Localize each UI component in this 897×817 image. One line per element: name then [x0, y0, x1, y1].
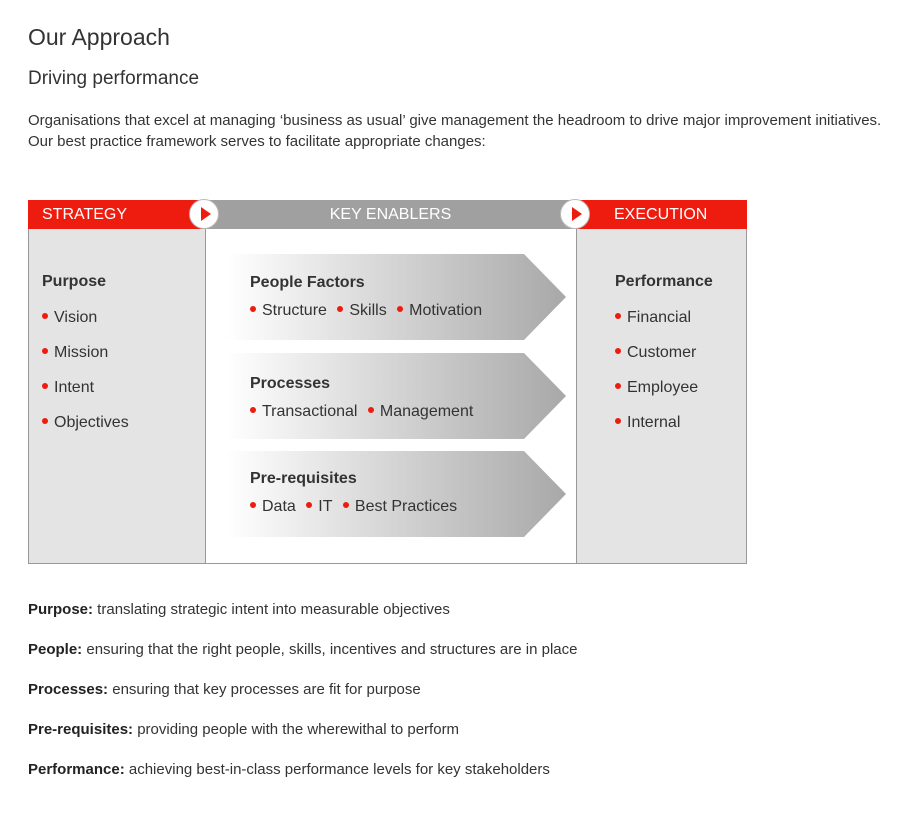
page-subtitle: Driving performance	[28, 68, 200, 89]
enabler-item-2	[343, 498, 457, 515]
enabler-item-0	[250, 403, 357, 420]
bullet-icon	[337, 306, 343, 312]
enabler-item-1	[368, 403, 473, 420]
list-item-label: Internal	[627, 414, 681, 431]
list-item-label: Intent	[54, 379, 95, 396]
bullet-icon	[250, 502, 256, 508]
framework-diagram	[28, 200, 747, 564]
bullet-icon	[42, 313, 48, 319]
definition-text: providing people with the wherewithal to perform	[133, 721, 460, 738]
definition-text: ensuring that the right people, skills, incentives and structures are in place	[82, 641, 578, 658]
enabler-item-label: Management	[379, 403, 474, 420]
execution-list	[615, 309, 698, 449]
list-item-label: Mission	[54, 344, 109, 361]
definition-item	[28, 760, 888, 800]
definition-term: Pre-requisites:	[28, 721, 134, 738]
bullet-icon	[615, 383, 621, 389]
page-title: Our Approach	[28, 24, 170, 50]
enabler-items	[250, 498, 463, 516]
bullet-icon	[343, 502, 349, 508]
list-item	[42, 344, 129, 379]
play-arrow-icon	[189, 199, 219, 229]
enabler-items	[250, 403, 479, 421]
enabler-chevron-prerequisites	[226, 451, 566, 537]
bullet-icon	[615, 418, 621, 424]
strategy-header: STRATEGY	[28, 200, 205, 229]
intro-paragraph: Organisations that excel at managing ‘business as usual’ give management the headroom to drive major improvement initiatives. Our best practice framework serves to facilitate appropriate changes:	[28, 112, 882, 150]
definition-text: translating strategic intent into measurable objectives	[93, 601, 450, 618]
chevron-shape	[226, 254, 566, 340]
enabler-title: Processes	[250, 375, 331, 392]
enabler-item-1	[337, 302, 386, 319]
chevron-shape	[226, 451, 566, 537]
enabler-item-1	[306, 498, 332, 515]
enabler-chevron-processes	[226, 353, 566, 439]
bullet-icon	[368, 407, 374, 413]
list-item-label: Customer	[627, 344, 697, 361]
definition-term: Performance:	[28, 761, 125, 778]
definition-item	[28, 680, 888, 720]
key-enablers-header: KEY ENABLERS	[205, 200, 576, 229]
bullet-icon	[397, 306, 403, 312]
bullet-icon	[42, 348, 48, 354]
strategy-column	[28, 229, 206, 564]
definition-item	[28, 600, 888, 640]
list-item-label: Objectives	[54, 414, 129, 431]
bullet-icon	[306, 502, 312, 508]
enabler-item-label: Data	[262, 498, 296, 515]
bullet-icon	[250, 407, 256, 413]
bullet-icon	[615, 313, 621, 319]
enabler-item-label: Motivation	[409, 302, 483, 319]
list-item	[42, 379, 129, 414]
definitions-list	[28, 600, 888, 800]
list-item-label: Vision	[54, 309, 98, 326]
enabler-item-label: Structure	[262, 302, 327, 319]
list-item	[615, 309, 698, 344]
definition-term: People:	[28, 641, 83, 658]
list-item-label: Employee	[627, 379, 699, 396]
enabler-item-0	[250, 302, 327, 319]
list-item	[615, 344, 698, 379]
strategy-heading: Purpose	[42, 273, 107, 290]
enabler-item-label: Skills	[349, 302, 387, 319]
list-item	[615, 379, 698, 414]
enabler-item-2	[397, 302, 482, 319]
execution-column	[576, 229, 747, 564]
list-item	[615, 414, 698, 449]
execution-header: EXECUTION	[576, 200, 747, 229]
play-arrow-icon	[560, 199, 590, 229]
enabler-item-label: Transactional	[262, 403, 358, 420]
bullet-icon	[42, 383, 48, 389]
enabler-item-label: IT	[318, 498, 333, 515]
bullet-icon	[615, 348, 621, 354]
bullet-icon	[250, 306, 256, 312]
list-item-label: Financial	[627, 309, 692, 326]
bullet-icon	[42, 418, 48, 424]
definition-text: ensuring that key processes are fit for purpose	[108, 681, 421, 698]
strategy-list	[42, 309, 129, 449]
enabler-item-0	[250, 498, 296, 515]
enabler-items	[250, 302, 488, 320]
list-item	[42, 309, 129, 344]
enabler-title: People Factors	[250, 274, 365, 291]
list-item	[42, 414, 129, 449]
enabler-title: Pre-requisites	[250, 470, 357, 487]
chevron-shape	[226, 353, 566, 439]
definition-term: Purpose:	[28, 601, 94, 618]
enabler-item-label: Best Practices	[354, 498, 458, 515]
key-enablers-column	[206, 229, 577, 564]
execution-heading: Performance	[615, 273, 713, 290]
definition-term: Processes:	[28, 681, 109, 698]
definition-text: achieving best-in-class performance levels for key stakeholders	[124, 761, 550, 778]
enabler-chevron-people	[226, 254, 566, 340]
definition-item	[28, 640, 888, 680]
definition-item	[28, 720, 888, 760]
